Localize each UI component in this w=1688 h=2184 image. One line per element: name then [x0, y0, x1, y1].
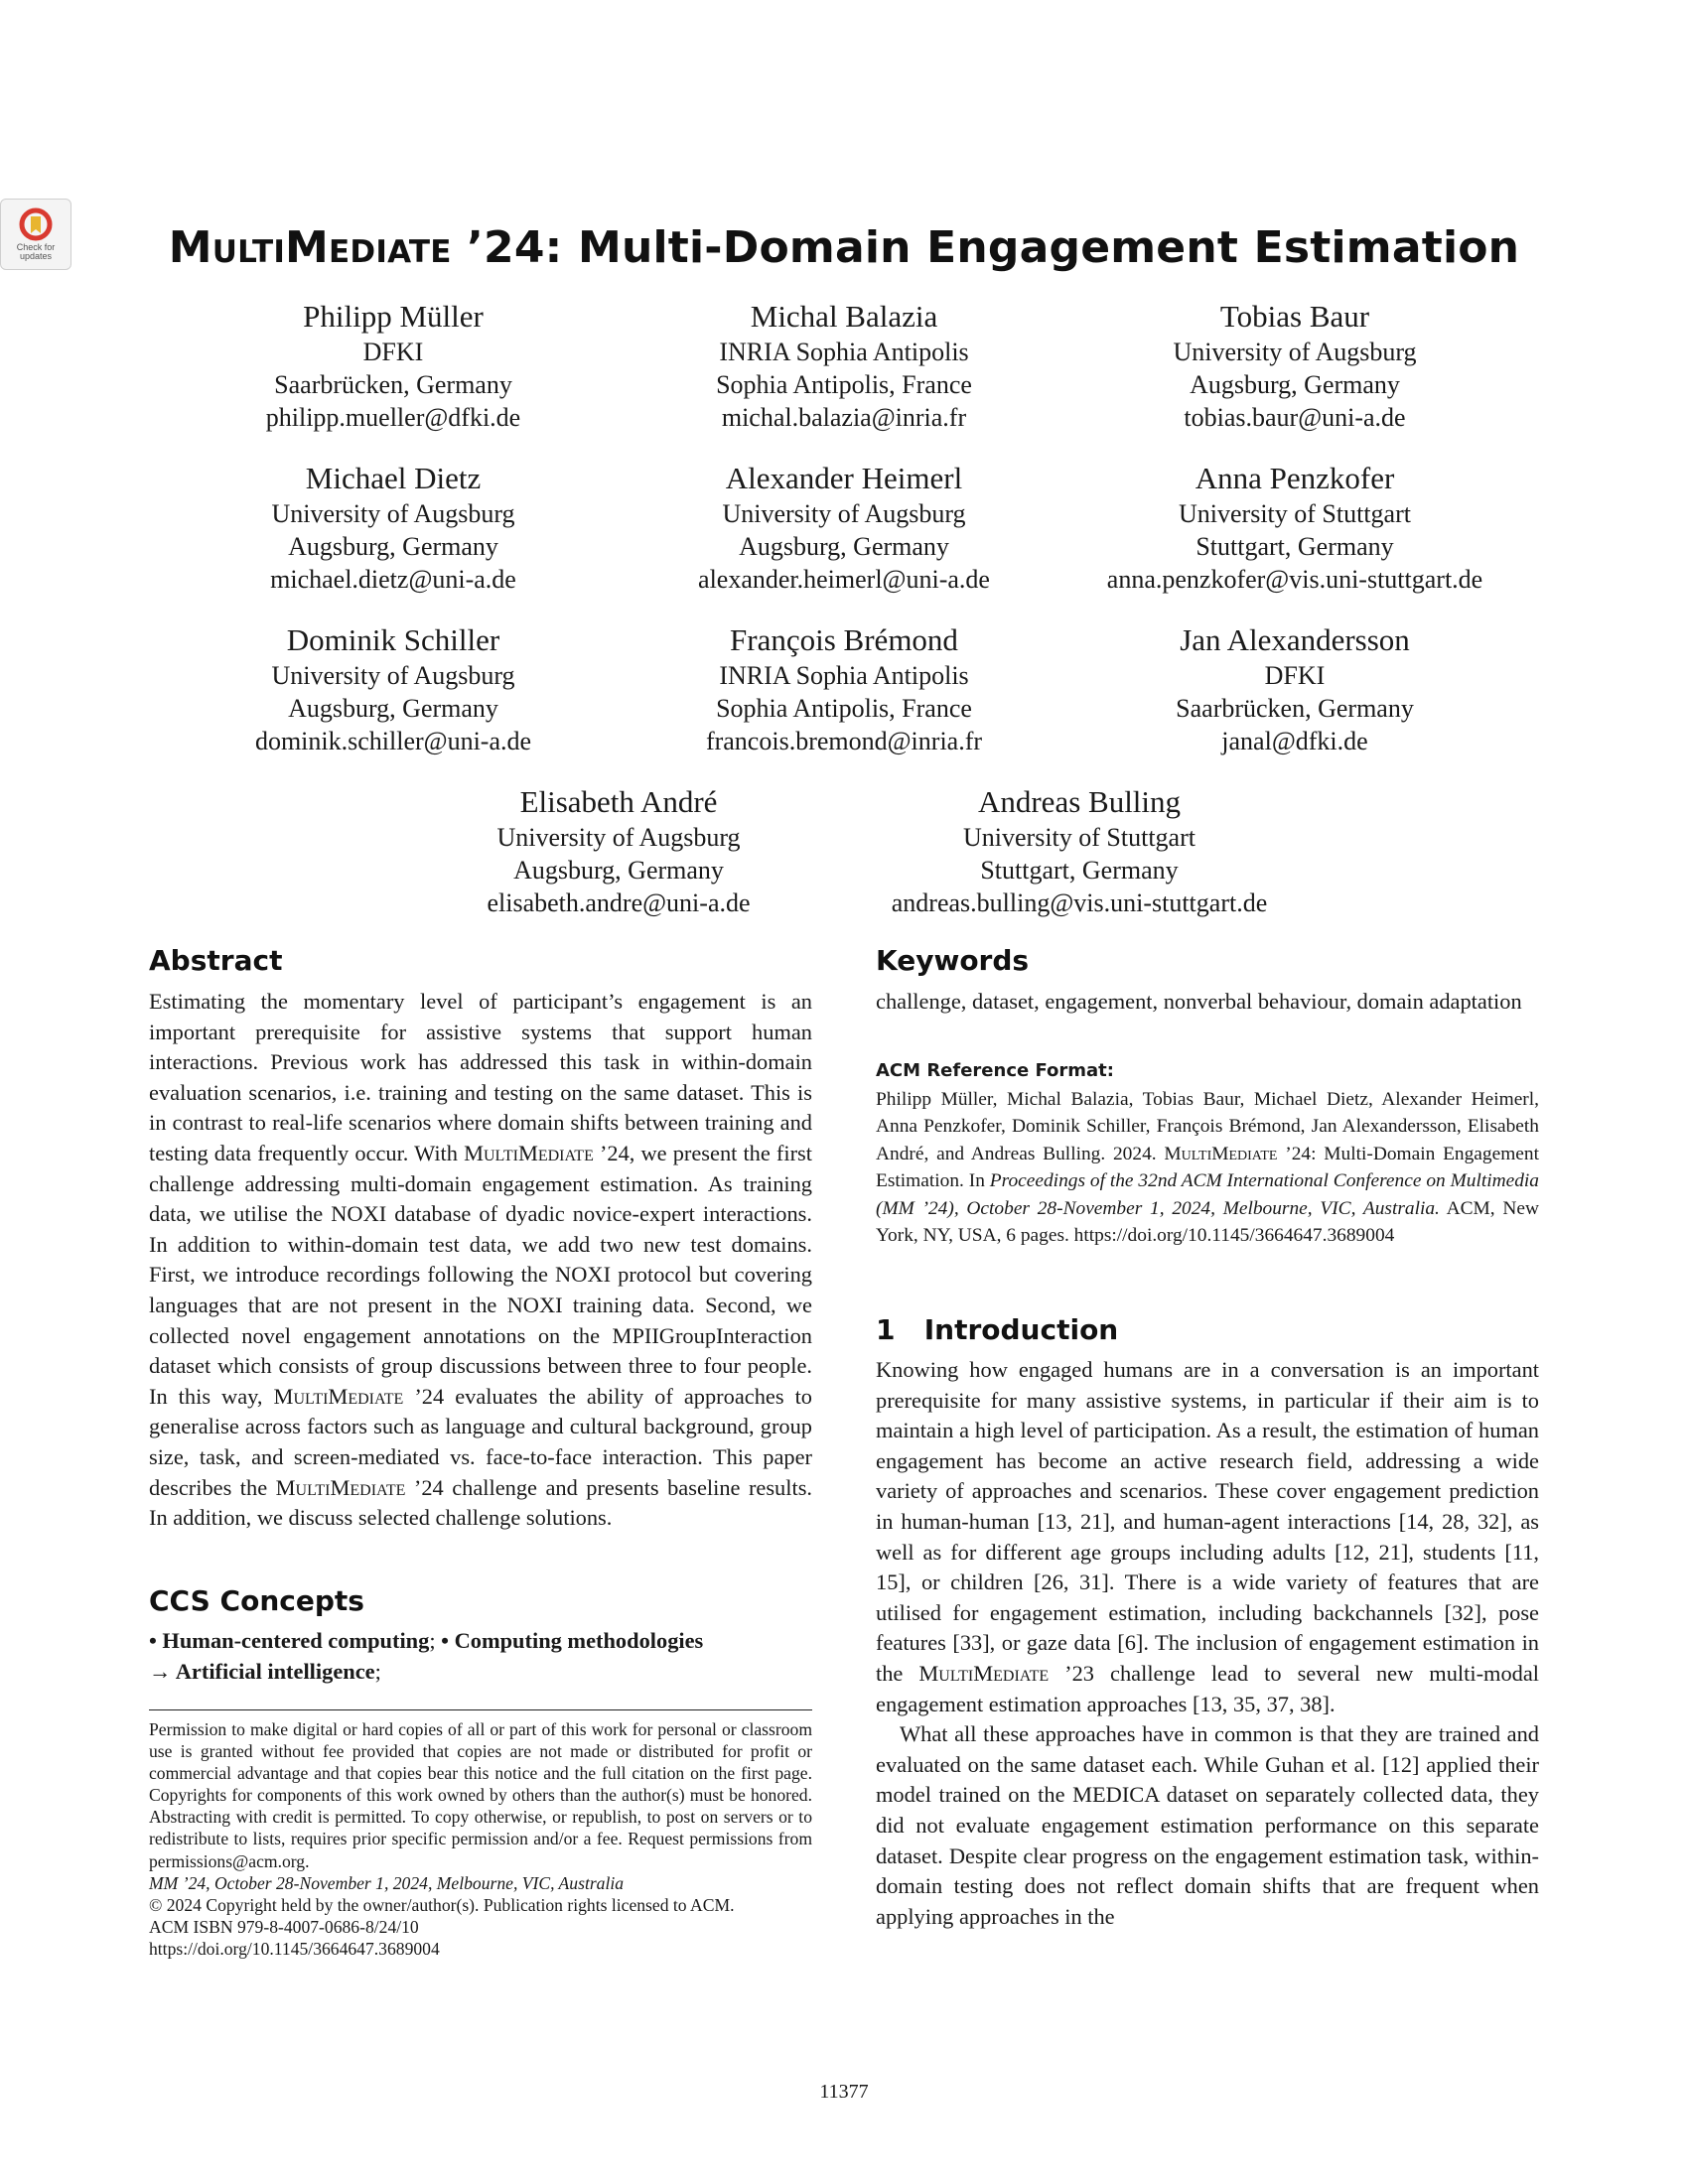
introduction-text: Knowing how engaged humans are in a conversation is an important prerequisite for many assistive systems, in particular if their aim is to maintain a high level of participation. As a result, the estimation of human engagement has become an active research field, addressing a wide variety of approaches and scenarios. These cover engagement prediction in human-human [13, 21], and human-agent interactions [14, 28, 32], as well as for different age groups including adults [12, 21], students [11, 15], or children [26, 31]. There is a wide variety of features that are utilised for engagement estimation, including backchannels [32], pose features [33], or gaze data [6]. The inclusion of engagement estimation in the MultiMediate ’23 challenge lead to several new multi-modal engagement estimation approaches [13, 35, 37, 38]. What all these approaches have in common is that they are trained and evaluated on the same dataset each. While Guhan et al. [12] applied their model trained on the MEDICA dataset on separately collected data, they did not evaluate engagement estimation performance on this separate dataset. Despite clear progress on the engagement estimation task, within-domain testing does not reflect domain shifts that are frequent when applying approaches in the	[876, 1357, 1539, 1929]
author-location: Stuttgart, Germany	[1196, 532, 1394, 561]
author-affiliation: University of Augsburg	[1173, 338, 1417, 366]
acm-reference-heading: ACM Reference Format:	[876, 1060, 1114, 1081]
author-location: Augsburg, Germany	[513, 856, 724, 885]
author-location: Augsburg, Germany	[739, 532, 949, 561]
page-number: 11377	[819, 2081, 869, 2103]
doi-link[interactable]: https://doi.org/10.1145/3664647.3689004	[149, 1938, 440, 1959]
abstract-heading: Abstract	[149, 944, 283, 977]
paper-title: MultiMediate ’24: Multi-Domain Engagement Estimation	[168, 222, 1520, 273]
author-location: Augsburg, Germany	[288, 694, 498, 723]
author-email[interactable]: michael.dietz@uni-a.de	[270, 565, 516, 594]
author-email[interactable]: anna.penzkofer@vis.uni-stuttgart.de	[1106, 565, 1483, 594]
author-email[interactable]: alexander.heimerl@uni-a.de	[698, 565, 990, 594]
author-location: Saarbrücken, Germany	[1176, 694, 1414, 723]
author-location: Saarbrücken, Germany	[274, 370, 512, 399]
author-block	[586, 298, 1102, 434]
ccs-heading: CCS Concepts	[149, 1584, 364, 1617]
author-name: François Brémond	[730, 622, 958, 657]
author-name: Dominik Schiller	[286, 622, 500, 657]
introduction-heading: 1 Introduction	[876, 1313, 1119, 1346]
author-email[interactable]: elisabeth.andre@uni-a.de	[487, 888, 751, 917]
author-name: Tobias Baur	[1219, 299, 1370, 334]
author-affiliation: University of Stuttgart	[1179, 499, 1411, 528]
author-name: Michal Balazia	[750, 299, 938, 334]
permission-text: Permission to make digital or hard copies of all or part of this work for personal or classroom use is granted without fee provided that copies are not made or distributed for profit or commercial advantage and that copies bear this notice and the full citation on the first page. Copyrights for components of this work owned by others than the author(s) must be honored. Abstracting with credit is permitted. To copy otherwise, or republish, to post on servers or to redistribute to lists, requires prior specific permission and/or a fee. Request permissions from permissions@acm.org.	[149, 1719, 812, 1871]
author-name: Alexander Heimerl	[725, 461, 963, 495]
author-email[interactable]: michal.balazia@inria.fr	[721, 403, 967, 432]
author-block	[360, 783, 877, 919]
author-affiliation: DFKI	[362, 338, 424, 366]
author-name: Elisabeth André	[519, 784, 718, 819]
author-block	[1037, 460, 1553, 596]
check-for-updates-badge[interactable]	[0, 199, 71, 270]
ccs-concepts: • Human-centered computing; • Computing methodologies → Artificial intelligence;	[149, 1628, 704, 1684]
author-block	[586, 460, 1102, 596]
author-name: Michael Dietz	[305, 461, 482, 495]
author-block	[586, 621, 1102, 757]
author-email[interactable]: janal@dfki.de	[1221, 727, 1368, 755]
author-block	[821, 783, 1337, 919]
author-block	[135, 460, 651, 596]
acm-reference-text: Philipp Müller, Michal Balazia, Tobias Baur, Michael Dietz, Alexander Heimerl, Anna Penzkofer, Dominik Schiller, François Brémond, Jan Alexandersson, Elisabeth André, and Andreas Bulling. 2024. MultiMediate ’24: Multi-Domain Engagement Estimation. In Proceedings of the 32nd ACM International Conference on Multimedia (MM ’24), October 28-November 1, 2024, Melbourne, VIC, Australia. ACM, New York, NY, USA, 6 pages. https://doi.org/10.1145/3664647.3689004	[876, 1089, 1539, 1247]
badge-label: Check for updates	[16, 242, 56, 261]
author-affiliation: University of Augsburg	[271, 661, 515, 690]
venue-line: MM ’24, October 28-November 1, 2024, Melbourne, VIC, Australia	[149, 1872, 625, 1893]
author-location: Augsburg, Germany	[288, 532, 498, 561]
author-name: Anna Penzkofer	[1195, 461, 1395, 495]
author-name: Philipp Müller	[303, 299, 484, 334]
author-block	[1037, 621, 1553, 757]
author-block	[135, 621, 651, 757]
author-name: Jan Alexandersson	[1180, 622, 1410, 657]
copyright-line: © 2024 Copyright held by the owner/author(s). Publication rights licensed to ACM.	[149, 1894, 735, 1915]
author-block	[135, 298, 651, 434]
author-location: Stuttgart, Germany	[980, 856, 1179, 885]
footnote-divider	[149, 1709, 812, 1710]
author-email[interactable]: andreas.bulling@vis.uni-stuttgart.de	[891, 888, 1268, 917]
isbn-line: ACM ISBN 979-8-4007-0686-8/24/10	[149, 1916, 419, 1937]
author-email[interactable]: dominik.schiller@uni-a.de	[254, 727, 532, 755]
author-affiliation: University of Augsburg	[271, 499, 515, 528]
author-affiliation: University of Augsburg	[496, 823, 741, 852]
author-block	[1037, 298, 1553, 434]
author-location: Sophia Antipolis, France	[716, 370, 972, 399]
author-email[interactable]: francois.bremond@inria.fr	[705, 727, 983, 755]
author-affiliation: DFKI	[1264, 661, 1326, 690]
crossmark-icon	[19, 207, 53, 241]
author-location: Augsburg, Germany	[1190, 370, 1400, 399]
author-affiliation: INRIA Sophia Antipolis	[719, 338, 969, 366]
author-affiliation: University of Augsburg	[722, 499, 966, 528]
author-email[interactable]: tobias.baur@uni-a.de	[1184, 403, 1406, 432]
author-name: Andreas Bulling	[977, 784, 1182, 819]
author-location: Sophia Antipolis, France	[716, 694, 972, 723]
author-affiliation: INRIA Sophia Antipolis	[719, 661, 969, 690]
author-email[interactable]: philipp.mueller@dfki.de	[265, 403, 521, 432]
permission-notice	[149, 1718, 812, 1960]
keywords-text: challenge, dataset, engagement, nonverbal behaviour, domain adaptation	[876, 989, 1522, 1014]
author-affiliation: University of Stuttgart	[963, 823, 1196, 852]
abstract-text: Estimating the momentary level of participant’s engagement is an important prerequisite for assistive systems that support human interactions. Previous work has addressed this task in within-domain evaluation scenarios, i.e. training and testing on the same dataset. This is in contrast to real-life scenarios where domain shifts between training and testing data frequently occur. With MultiMediate ’24, we present the first challenge addressing multi-domain engagement estimation. As training data, we utilise the NOXI database of dyadic novice-expert interactions. In addition to within-domain test data, we add two new test domains. First, we introduce recordings following the NOXI protocol but covering languages that are not present in the NOXI training data. Second, we collected novel engagement annotations on the MPIIGroupInteraction dataset which consists of group discussions between three to four people. In this way, MultiMediate ’24 evaluates the ability of approaches to generalise across factors such as language and cultural background, group size, task, and screen-mediated vs. face-to-face interaction. This paper describes the MultiMediate ’24 challenge and presents baseline results. In addition, we discuss selected challenge solutions.	[149, 989, 813, 1531]
keywords-heading: Keywords	[876, 944, 1030, 977]
